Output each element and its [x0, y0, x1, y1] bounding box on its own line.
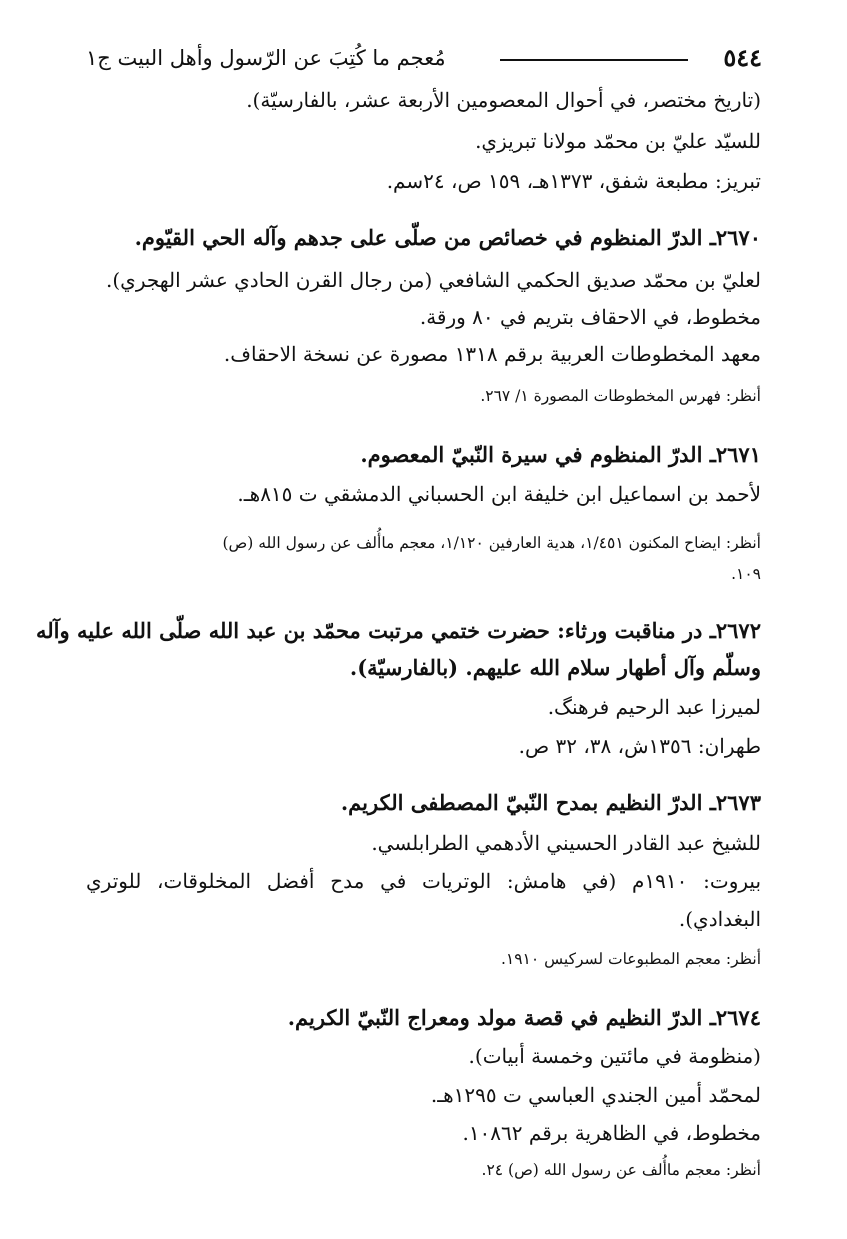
entry-line: لميرزا عبد الرحيم فرهنگ. [547, 695, 761, 719]
running-title: مُعجم ما كُتِبَ عن الرّسول وأهل البيت ج١ [86, 46, 446, 70]
entry-line: البغدادي). [678, 907, 761, 931]
entry-line: مخطوط، في الاحقاف بتريم في ٨٠ ورقة. [419, 305, 761, 329]
entry-line: لعليّ بن محمّد صديق الحكمي الشافعي (من رجال القرن الحادي عشر الهجري). [106, 268, 761, 292]
header-rule [500, 59, 688, 61]
continuation-line: (تاريخ مختصر، في أحوال المعصومين الأربعة عشر، بالفارسيّة). [246, 88, 761, 112]
entry-line: (منظومة في مائتين وخمسة أبيات). [468, 1044, 761, 1068]
page-header [86, 38, 762, 78]
entry-line: لمحمّد أمين الجندي العباسي ت ١٢٩٥هـ. [430, 1083, 761, 1107]
entry-title-2672-continued: وسلّم وآل أطهار سلام الله عليهم. (بالفارسيّة). [349, 655, 761, 680]
entry-line: طهران: ١٣٥٦ش، ٣٨، ٣٢ ص. [518, 734, 761, 758]
entry-line: معهد المخطوطات العربية برقم ١٣١٨ مصورة عن نسخة الاحقاف. [223, 342, 761, 366]
page-number: ٥٤٤ [723, 43, 762, 72]
entry-line: لأحمد بن اسماعيل ابن خليفة ابن الحسباني الدمشقي ت ٨١٥هـ. [237, 482, 761, 506]
entry-title-2674: ٢٦٧٤ـ الدرّ النظيم في قصة مولد ومعراج النّبيّ الكريم. [287, 1005, 761, 1030]
reference-line: أنظر: ايضاح المكنون ١/٤٥١، هدية العارفين ١/١٢٠، معجم ماأُلف عن رسول الله (ص) [222, 534, 761, 552]
entry-title-2672: ٢٦٧٢ـ در مناقبت ورثاء: حضرت ختمي مرتبت محمّد بن عبد الله صلّى الله عليه وآله [36, 618, 761, 643]
reference-line: ١٠٩. [731, 565, 761, 583]
entry-title-2671: ٢٦٧١ـ الدرّ المنظوم في سيرة النّبيّ المعصوم. [360, 442, 761, 467]
entry-line: للشيخ عبد القادر الحسيني الأدهمي الطرابلسي. [371, 831, 761, 855]
entry-title-2670: ٢٦٧٠ـ الدرّ المنظوم في خصائص من صلّى على جدهم وآله الحي القيّوم. [134, 225, 761, 250]
reference-line: أنظر: معجم ماأُلف عن رسول الله (ص) ٢٤. [481, 1161, 761, 1179]
entry-line: مخطوط، في الظاهرية برقم ١٠٨٦٢. [462, 1121, 761, 1145]
reference-line: أنظر: معجم المطبوعات لسركيس ١٩١٠. [500, 950, 761, 968]
entry-line: بيروت: ١٩١٠م (في هامش: الوتريات في مدح أفضل المخلوقات، للوتري [86, 869, 762, 893]
continuation-line: تبريز: مطبعة شفق، ١٣٧٣هـ، ١٥٩ ص، ٢٤سم. [386, 169, 761, 193]
reference-line: أنظر: فهرس المخطوطات المصورة ١/ ٢٦٧. [480, 387, 761, 405]
entry-title-2673: ٢٦٧٣ـ الدرّ النظيم بمدح النّبيّ المصطفى الكريم. [340, 790, 761, 815]
continuation-line: للسيّد عليّ بن محمّد مولانا تبريزي. [475, 129, 761, 153]
